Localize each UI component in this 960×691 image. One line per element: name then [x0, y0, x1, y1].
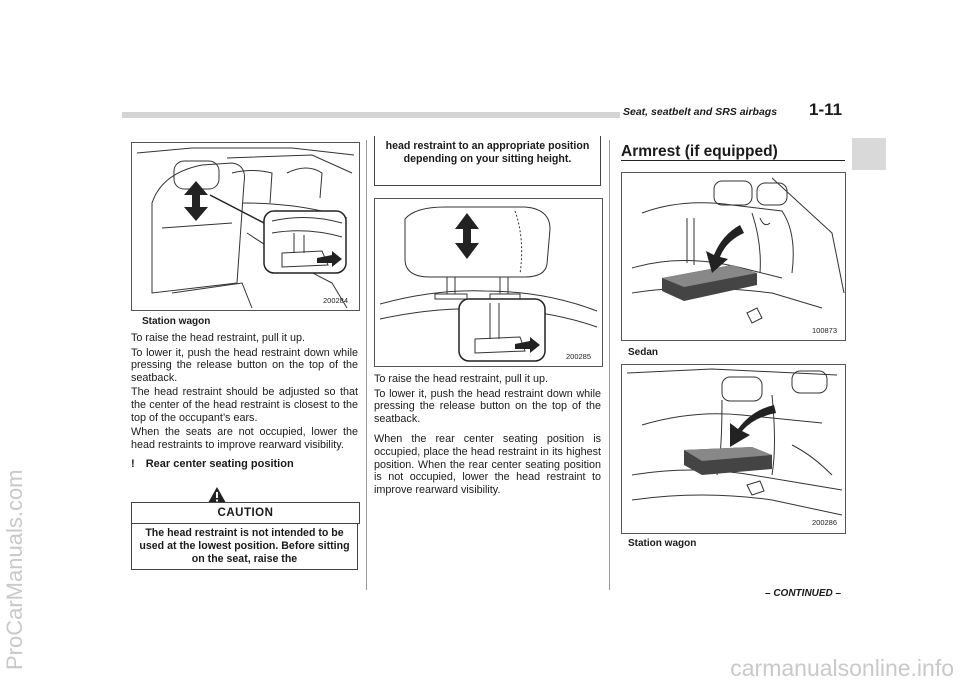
- curved-arrow-icon: [730, 405, 776, 447]
- armrest-shape: [684, 447, 772, 475]
- paragraph: To raise the head restraint, pull it up.: [374, 373, 549, 385]
- caution-text-continued: head restraint to an appropriate position depending on your sitting height.: [374, 136, 601, 186]
- column1-text: [131, 332, 358, 470]
- figure-code: 200286: [812, 518, 838, 527]
- paragraph: When the seats are not occupied, lower the head restraints to improve rearward visibility.: [131, 426, 358, 451]
- section-heading-rule: [621, 160, 845, 161]
- station-wagon-headrest-illustration: [132, 143, 359, 310]
- figure-code: 200284: [323, 296, 349, 305]
- header-page-number: 1-11: [809, 100, 843, 119]
- figure-code: 200285: [566, 352, 592, 361]
- bullet-heading-text: Rear center seating position: [145, 458, 294, 471]
- figure-caption: Station wagon: [628, 538, 697, 549]
- bullet-marker: !: [131, 458, 135, 471]
- column2-text: [374, 373, 601, 496]
- figure-station-wagon-head-restraint: [131, 142, 360, 311]
- figure-code: 100873: [812, 326, 838, 335]
- watermark-bottom: carmanualsonline.info: [730, 655, 954, 681]
- continued-marker: – CONTINUED –: [765, 588, 842, 599]
- figure-armrest-sedan: [621, 172, 846, 341]
- armrest-shape: [662, 265, 757, 301]
- section-heading: Armrest (if equipped): [621, 143, 778, 160]
- watermark-left-text: ProCarManuals.com: [2, 469, 27, 670]
- sedan-armrest-illustration: [622, 173, 845, 340]
- caution-label: CAUTION: [131, 502, 360, 524]
- up-down-arrow-icon: [455, 213, 479, 259]
- curved-arrow-icon: [706, 225, 744, 273]
- chapter-tab: [852, 138, 886, 170]
- up-down-arrow-icon: [184, 181, 208, 221]
- caution-text: The head restraint is not intended to be used at the lowest position. Before sitting on the seat, raise the: [131, 523, 358, 570]
- figure-armrest-station-wagon: [621, 364, 846, 534]
- figure-caption: Sedan: [628, 347, 659, 358]
- bullet-heading: [131, 458, 358, 470]
- figure-rear-center-head-restraint: [374, 198, 603, 367]
- paragraph: To lower it, push the head restraint down while pressing the release button on the top of the seatback.: [131, 346, 358, 384]
- header-section-title: Seat, seatbelt and SRS airbags: [623, 106, 778, 118]
- figure-caption: Station wagon: [142, 316, 211, 327]
- rear-center-headrest-illustration: [375, 199, 602, 366]
- header-rule: [122, 112, 620, 118]
- paragraph: The head restraint should be adjusted so that the center of the head restraint is closest to the top of the occupant’s ears.: [131, 386, 358, 424]
- paragraph: To raise the head restraint, pull it up.: [131, 332, 306, 344]
- paragraph: To lower it, push the head restraint down while pressing the release button on the top of the seatback.: [374, 387, 601, 425]
- station-wagon-armrest-illustration: [622, 365, 845, 533]
- column-divider-1: [366, 140, 367, 590]
- column-divider-2: [609, 140, 610, 590]
- paragraph: When the rear center seating position is occupied, place the head restraint in its highest position. When the rear center seating position is not occupied, lower the head restraint to improve rearward visibility.: [374, 433, 601, 496]
